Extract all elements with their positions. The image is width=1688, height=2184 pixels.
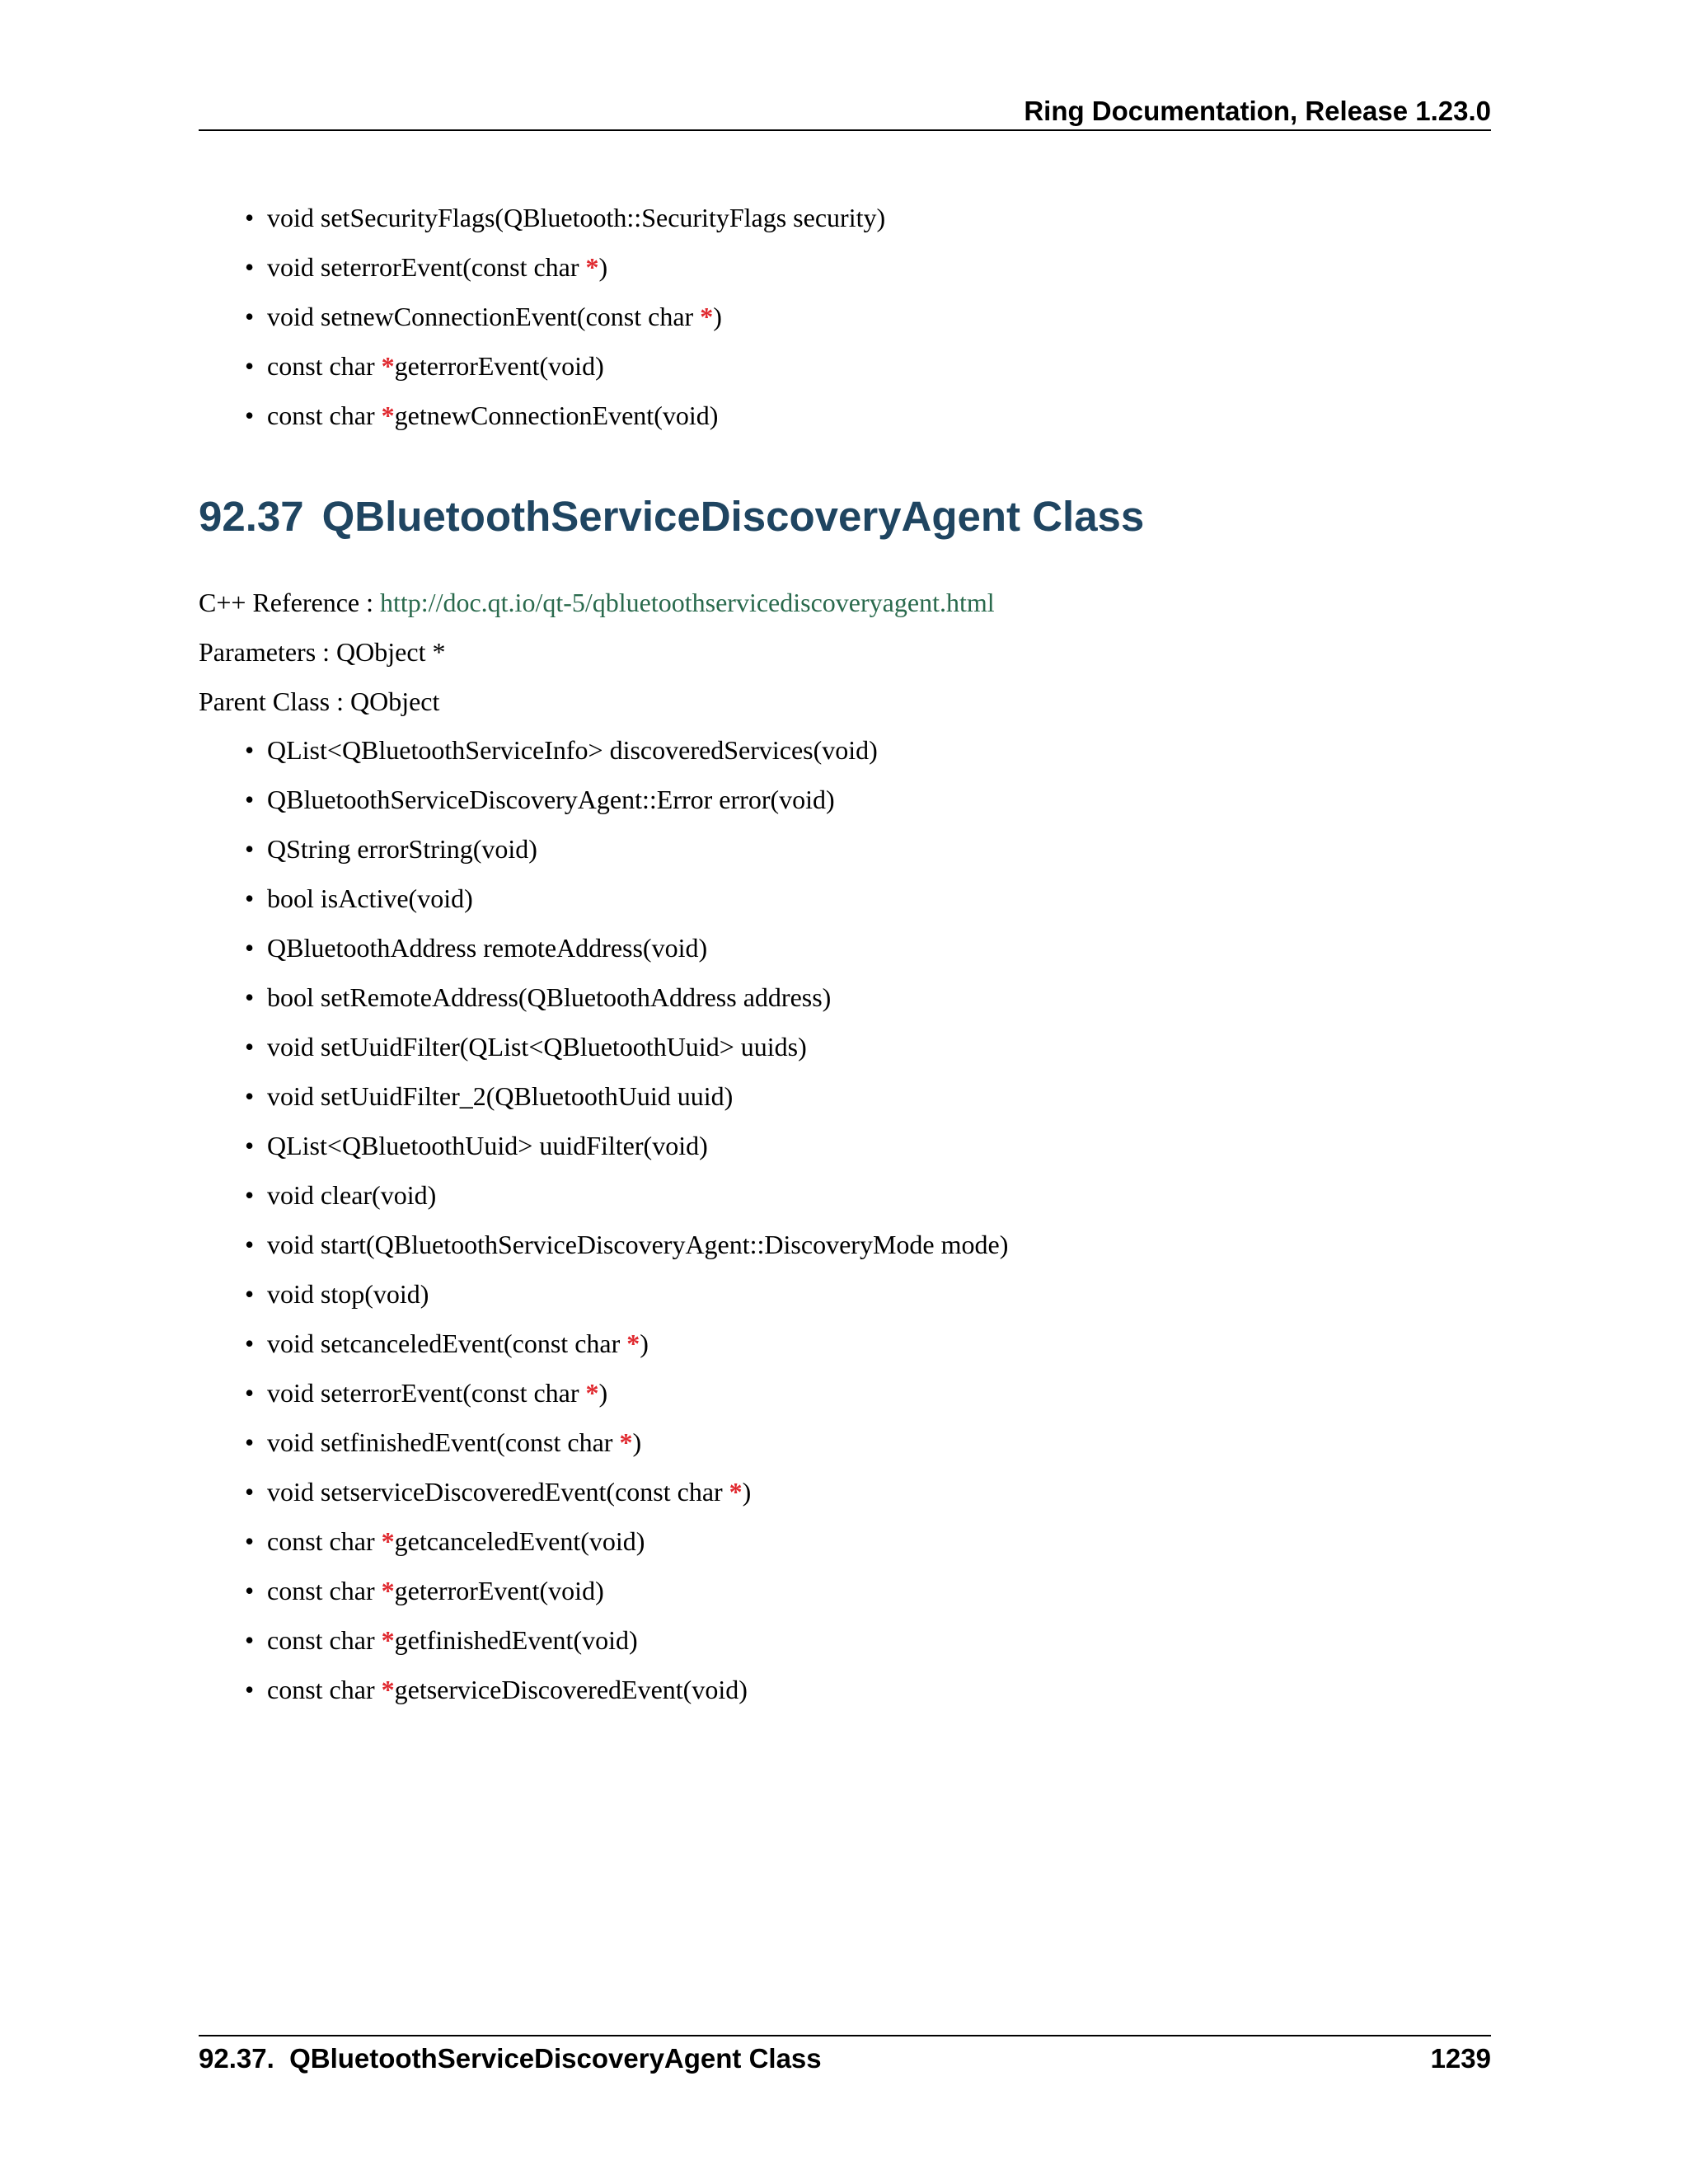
section-number: 92.37 bbox=[199, 493, 304, 540]
bullet-icon: • bbox=[245, 785, 255, 814]
section-title: QBluetoothServiceDiscoveryAgent Class bbox=[321, 493, 1145, 540]
bullet-icon: • bbox=[245, 735, 255, 765]
method-signature: void setUuidFilter(QList<QBluetoothUuid> uuids) bbox=[267, 1032, 807, 1062]
pointer-star: * bbox=[729, 1477, 743, 1507]
bullet-icon: • bbox=[245, 933, 255, 963]
bullet-icon: • bbox=[245, 1378, 255, 1408]
method-signature-tail: ) bbox=[713, 302, 722, 331]
bullet-icon: • bbox=[245, 1675, 255, 1704]
bullet-icon: • bbox=[245, 1131, 255, 1160]
method-signature: QList<QBluetoothServiceInfo> discoveredServices(void) bbox=[267, 735, 878, 765]
method-signature: const char bbox=[267, 1576, 382, 1605]
header-rule bbox=[199, 129, 1491, 131]
method-signature: void setSecurityFlags(QBluetooth::SecurityFlags security) bbox=[267, 203, 886, 232]
list-item bbox=[199, 874, 1491, 923]
method-signature-tail: geterrorEvent(void) bbox=[394, 1576, 604, 1605]
bullet-icon: • bbox=[245, 1625, 255, 1655]
list-item bbox=[199, 824, 1491, 874]
cpp-reference-label: C++ Reference : bbox=[199, 588, 380, 617]
bullet-icon: • bbox=[245, 1180, 255, 1210]
list-item bbox=[199, 1269, 1491, 1319]
list-item bbox=[199, 292, 1491, 341]
cpp-reference-link[interactable]: http://doc.qt.io/qt-5/qbluetoothservicediscoveryagent.html bbox=[380, 588, 995, 617]
method-list bbox=[199, 725, 1491, 1714]
pointer-star: * bbox=[381, 401, 395, 430]
method-signature: void clear(void) bbox=[267, 1180, 437, 1210]
method-signature: void setcanceledEvent(const char bbox=[267, 1329, 627, 1358]
parameters-line: Parameters : QObject * bbox=[199, 637, 446, 667]
list-item bbox=[199, 1071, 1491, 1121]
pointer-star: * bbox=[700, 302, 714, 331]
bullet-icon: • bbox=[245, 1427, 255, 1457]
method-signature: const char bbox=[267, 1526, 382, 1556]
method-signature-tail: ) bbox=[632, 1427, 642, 1457]
bullet-icon: • bbox=[245, 1329, 255, 1358]
list-item bbox=[199, 1516, 1491, 1566]
list-item bbox=[199, 923, 1491, 972]
bullet-icon: • bbox=[245, 1526, 255, 1556]
parent-class-line: Parent Class : QObject bbox=[199, 687, 440, 716]
list-item bbox=[199, 1615, 1491, 1665]
bullet-icon: • bbox=[245, 203, 255, 232]
method-signature: const char bbox=[267, 1675, 382, 1704]
list-item bbox=[199, 1368, 1491, 1418]
bullet-icon: • bbox=[245, 1279, 255, 1309]
method-signature: QBluetoothServiceDiscoveryAgent::Error error(void) bbox=[267, 785, 835, 814]
method-signature-tail: getfinishedEvent(void) bbox=[394, 1625, 638, 1655]
running-footer bbox=[199, 2040, 1491, 2078]
pointer-star: * bbox=[381, 1576, 395, 1605]
list-item bbox=[199, 1566, 1491, 1615]
bullet-icon: • bbox=[245, 401, 255, 430]
list-item bbox=[199, 972, 1491, 1022]
method-signature: QString errorString(void) bbox=[267, 834, 537, 864]
pointer-star: * bbox=[585, 252, 599, 282]
method-signature: void setfinishedEvent(const char bbox=[267, 1427, 620, 1457]
method-signature: void setnewConnectionEvent(const char bbox=[267, 302, 701, 331]
method-signature: void start(QBluetoothServiceDiscoveryAgent::DiscoveryMode mode) bbox=[267, 1230, 1009, 1259]
bullet-icon: • bbox=[245, 883, 255, 913]
method-signature: const char bbox=[267, 401, 382, 430]
bullet-icon: • bbox=[245, 1576, 255, 1605]
document-page bbox=[199, 0, 1491, 2184]
method-signature-tail: getserviceDiscoveredEvent(void) bbox=[394, 1675, 748, 1704]
running-header: Ring Documentation, Release 1.23.0 bbox=[1024, 96, 1491, 126]
method-signature: void seterrorEvent(const char bbox=[267, 252, 586, 282]
method-signature: QList<QBluetoothUuid> uuidFilter(void) bbox=[267, 1131, 708, 1160]
method-signature-tail: ) bbox=[598, 1378, 608, 1408]
list-item bbox=[199, 341, 1491, 391]
bullet-icon: • bbox=[245, 1032, 255, 1062]
method-signature: const char bbox=[267, 351, 382, 381]
list-item bbox=[199, 1022, 1491, 1071]
footer-rule bbox=[199, 2035, 1491, 2036]
method-list-previous-class bbox=[199, 193, 1491, 440]
method-signature-tail: geterrorEvent(void) bbox=[394, 351, 604, 381]
list-item bbox=[199, 1170, 1491, 1220]
bullet-icon: • bbox=[245, 302, 255, 331]
list-item bbox=[199, 775, 1491, 824]
list-item bbox=[199, 1418, 1491, 1467]
pointer-star: * bbox=[381, 351, 395, 381]
list-item bbox=[199, 1121, 1491, 1170]
footer-section-label: 92.37. QBluetoothServiceDiscoveryAgent Class bbox=[199, 2043, 822, 2074]
method-signature: void setserviceDiscoveredEvent(const char bbox=[267, 1477, 729, 1507]
method-signature: void stop(void) bbox=[267, 1279, 429, 1309]
method-signature: bool isActive(void) bbox=[267, 883, 473, 913]
method-signature-tail: getcanceledEvent(void) bbox=[394, 1526, 645, 1556]
list-item bbox=[199, 193, 1491, 242]
method-signature-tail: ) bbox=[742, 1477, 752, 1507]
list-item bbox=[199, 242, 1491, 292]
pointer-star: * bbox=[381, 1526, 395, 1556]
list-item bbox=[199, 1319, 1491, 1368]
method-signature: void setUuidFilter_2(QBluetoothUuid uuid) bbox=[267, 1081, 734, 1111]
list-item bbox=[199, 1467, 1491, 1516]
pointer-star: * bbox=[381, 1625, 395, 1655]
pointer-star: * bbox=[585, 1378, 599, 1408]
method-signature: void seterrorEvent(const char bbox=[267, 1378, 586, 1408]
pointer-star: * bbox=[619, 1427, 633, 1457]
bullet-icon: • bbox=[245, 1477, 255, 1507]
pointer-star: * bbox=[381, 1675, 395, 1704]
pointer-star: * bbox=[626, 1329, 640, 1358]
list-item bbox=[199, 391, 1491, 440]
list-item bbox=[199, 1665, 1491, 1714]
bullet-icon: • bbox=[245, 252, 255, 282]
list-item bbox=[199, 1220, 1491, 1269]
bullet-icon: • bbox=[245, 1230, 255, 1259]
page-number: 1239 bbox=[1430, 2043, 1491, 2074]
method-signature: bool setRemoteAddress(QBluetoothAddress address) bbox=[267, 982, 832, 1012]
method-signature: const char bbox=[267, 1625, 382, 1655]
method-signature-tail: ) bbox=[598, 252, 608, 282]
bullet-icon: • bbox=[245, 351, 255, 381]
bullet-icon: • bbox=[245, 982, 255, 1012]
bullet-icon: • bbox=[245, 834, 255, 864]
bullet-icon: • bbox=[245, 1081, 255, 1111]
section-heading bbox=[199, 488, 1144, 546]
method-signature-tail: ) bbox=[640, 1329, 649, 1358]
method-signature: QBluetoothAddress remoteAddress(void) bbox=[267, 933, 708, 963]
method-signature-tail: getnewConnectionEvent(void) bbox=[394, 401, 719, 430]
cpp-reference-line bbox=[199, 578, 995, 627]
list-item bbox=[199, 725, 1491, 775]
